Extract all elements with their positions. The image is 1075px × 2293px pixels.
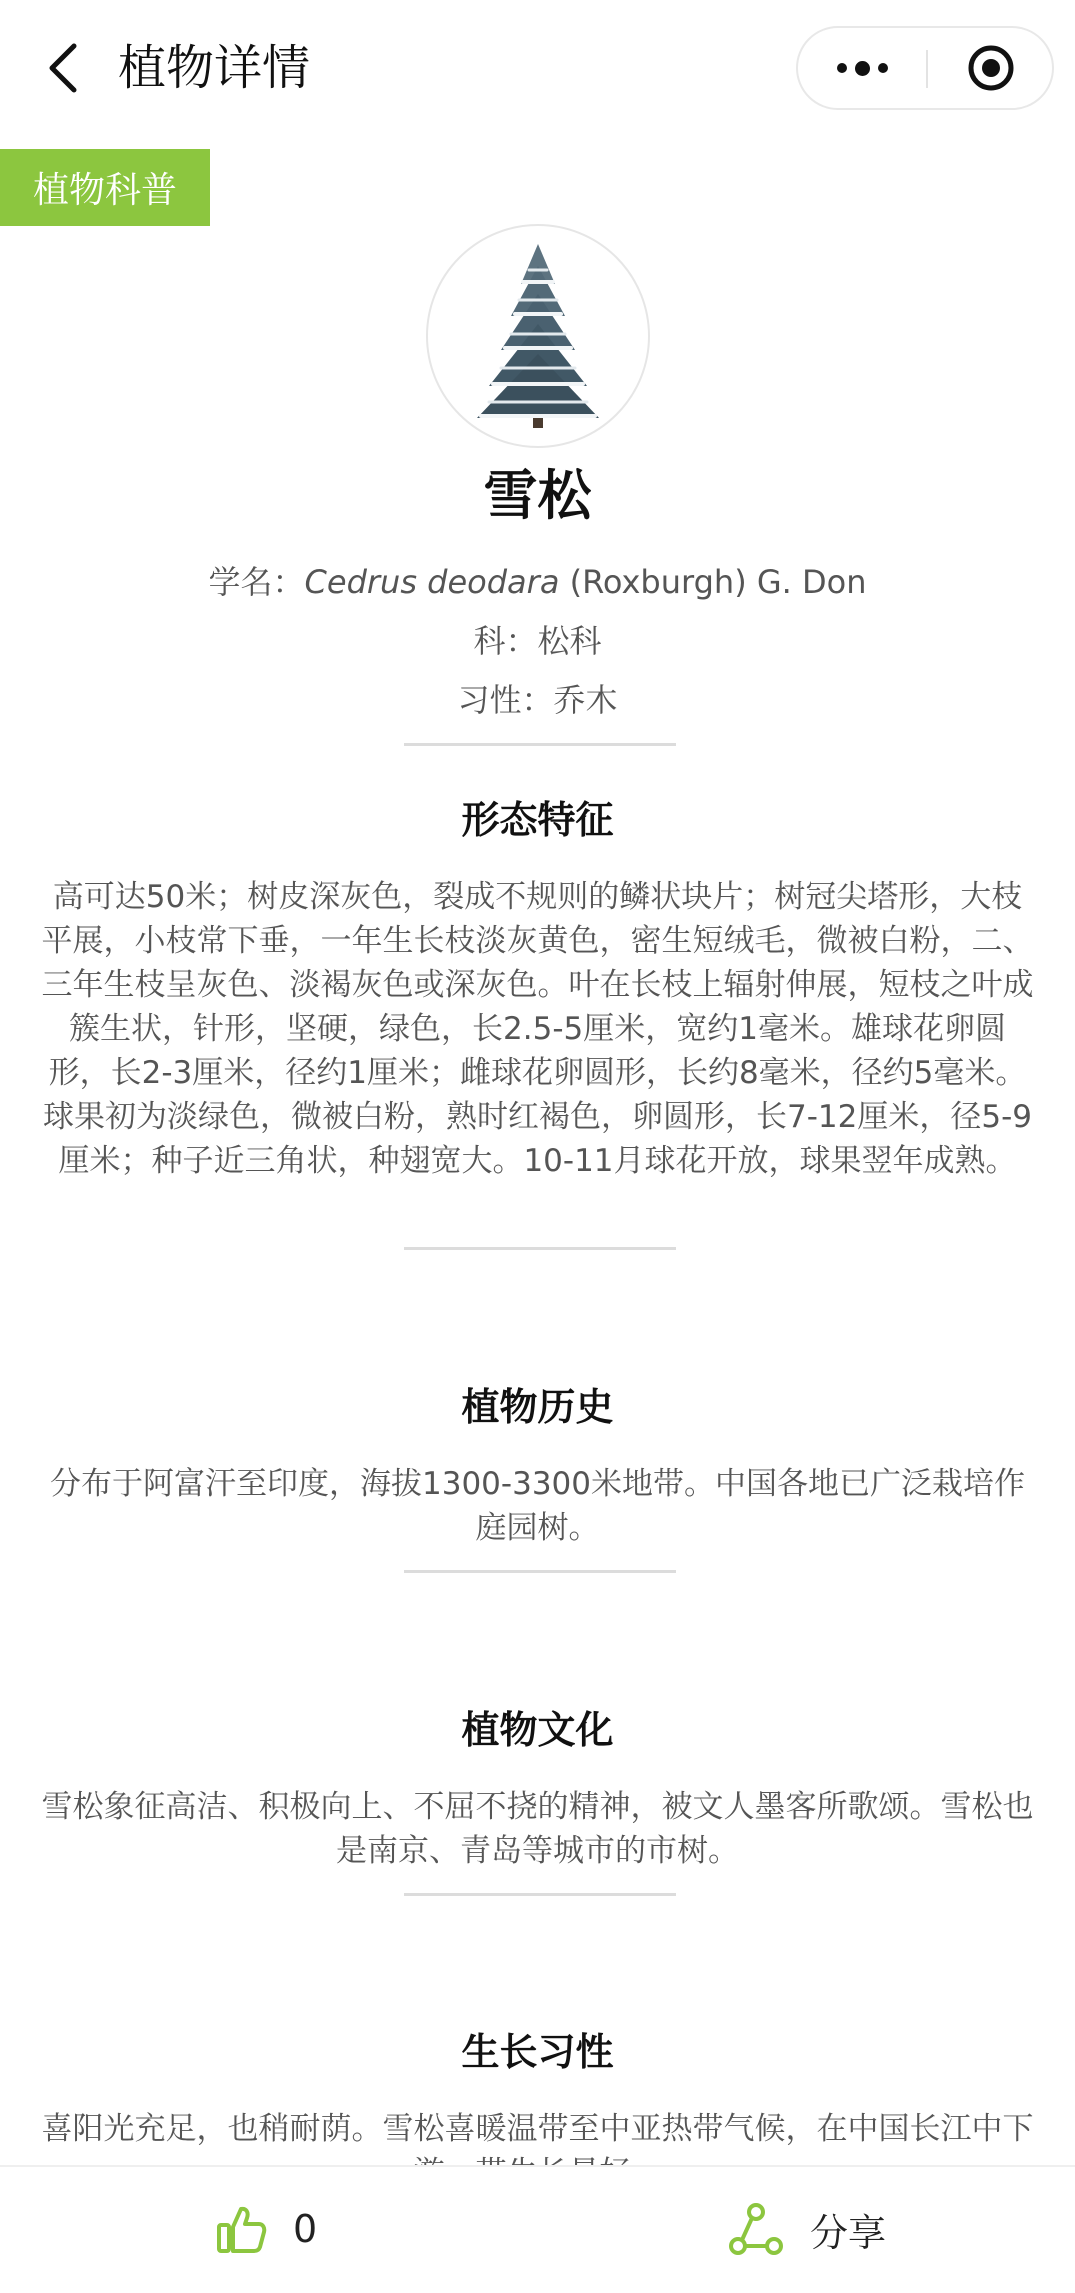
section-title-culture: 植物文化 bbox=[461, 1708, 614, 1752]
divider bbox=[404, 743, 676, 746]
nav-bar bbox=[0, 0, 1075, 140]
bottom-action-bar bbox=[0, 2165, 1075, 2293]
section-text-morphology: 高可达50米；树皮深灰色，裂成不规则的鳞状块片；树冠尖塔形，大枝平展，小枝常下垂，一年生长枝淡灰黄色，密生短绒毛，微被白粉，二、三年生枝呈灰色、淡褐灰色或深灰色。叶在长枝上辐射伸展，短枝之叶成簇生状，针形，坚硬，绿色，长2.5-5厘米，宽约1毫米。雄球花卵圆形，长2-3厘米，径约1厘米；雌球花卵圆形，长约8毫米，径约5毫米。球果初为淡绿色，微被白粉，熟时红褐色，卵圆形，长7-12厘米，径5-9厘米；种子近三角状，种翅宽大。10-11月球花开放，球果翌年成熟。 bbox=[41, 879, 1034, 1179]
scientific-name: Cedrus deodara bbox=[304, 563, 560, 601]
mini-program-capsule bbox=[796, 26, 1054, 110]
plant-detail-content[interactable] bbox=[0, 140, 1075, 2165]
back-button[interactable] bbox=[36, 36, 88, 100]
section-title-growth: 生长习性 bbox=[461, 2030, 614, 2074]
scientific-name-row bbox=[0, 560, 1075, 604]
chevron-left-icon bbox=[46, 42, 78, 94]
divider bbox=[404, 1893, 676, 1896]
plant-name: 雪松 bbox=[483, 464, 592, 527]
thumbs-up-icon bbox=[215, 2203, 267, 2255]
habit-label: 习性： bbox=[457, 681, 554, 719]
divider bbox=[404, 1570, 676, 1573]
family-value: 松科 bbox=[537, 622, 602, 660]
section-title-history: 植物历史 bbox=[461, 1385, 614, 1429]
scientific-name-label: 学名： bbox=[208, 563, 305, 601]
share-nodes-icon bbox=[728, 2201, 784, 2257]
section-title-morphology: 形态特征 bbox=[461, 798, 614, 842]
scientific-author: (Roxburgh) G. Don bbox=[559, 563, 867, 601]
section-text-culture: 雪松象征高洁、积极向上、不屈不挠的精神，被文人墨客所歌颂。雪松也是南京、青岛等城市的市树。 bbox=[41, 1789, 1034, 1869]
family-label: 科： bbox=[473, 622, 538, 660]
category-tag: 植物科普 bbox=[0, 149, 210, 226]
pine-tree-icon bbox=[463, 236, 613, 436]
page-title: 植物详情 bbox=[118, 40, 311, 96]
section-text-history: 分布于阿富汗至印度，海拔1300-3300米地带。中国各地已广泛栽培作庭园树。 bbox=[50, 1466, 1025, 1546]
close-miniprogram-button[interactable] bbox=[928, 28, 1054, 108]
more-button[interactable] bbox=[798, 28, 926, 108]
like-count: 0 bbox=[293, 2207, 318, 2251]
target-icon bbox=[966, 43, 1016, 93]
habit-value: 乔木 bbox=[553, 681, 618, 719]
more-dots-icon bbox=[833, 61, 892, 76]
like-button[interactable] bbox=[215, 2189, 317, 2269]
habit-row bbox=[0, 678, 1075, 722]
divider bbox=[404, 1247, 676, 1250]
section-text-growth: 喜阳光充足，也稍耐荫。雪松喜暖温带至中亚热带气候，在中国长江中下 bbox=[41, 2111, 1034, 2147]
family-row bbox=[0, 619, 1075, 663]
share-button[interactable] bbox=[728, 2189, 886, 2269]
plant-image bbox=[426, 224, 650, 448]
share-label: 分享 bbox=[810, 2210, 887, 2255]
